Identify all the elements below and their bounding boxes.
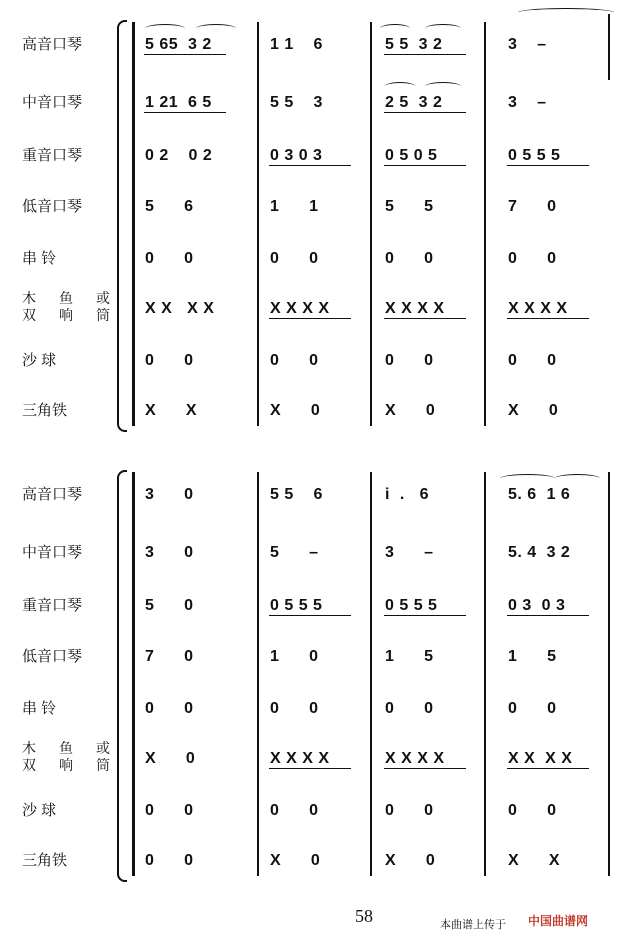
slur-arc	[425, 24, 461, 33]
site-logo: 中国曲谱网	[528, 914, 589, 928]
beat-underline	[269, 318, 351, 319]
measure-cell: 0 0	[270, 802, 319, 819]
score-system-1	[0, 0, 629, 420]
measure-cell: 0 5 0 5	[385, 147, 438, 164]
measure-cell: 1 5	[385, 648, 434, 665]
slur-arc	[425, 82, 461, 91]
beat-underline	[507, 768, 589, 769]
measure-cell: 0 0	[145, 250, 194, 267]
system-bracket	[117, 20, 127, 432]
beat-underline	[507, 615, 589, 616]
instrument-label-line: 双 响 筒	[22, 757, 110, 773]
measure-cell: 5 5 3 2	[385, 36, 443, 53]
measure-cell: 3 0	[145, 486, 194, 503]
measure-cell: 5 –	[270, 544, 319, 561]
measure-cell: 0 5 5 5	[508, 147, 561, 164]
instrument-label: 高音口琴	[22, 36, 83, 53]
measure-cell: 0 0	[385, 700, 434, 717]
measure-cell: 0 0	[270, 352, 319, 369]
instrument-label-line: 木 鱼 或	[22, 740, 110, 756]
page-number: 58	[355, 906, 373, 926]
slur-arc	[385, 82, 415, 91]
instrument-label: 低音口琴	[22, 198, 83, 215]
beat-underline	[384, 318, 466, 319]
measure-cell: 5 5	[385, 198, 434, 215]
measure-cell: 0 3 0 3	[508, 597, 566, 614]
measure-cell: 0 0	[385, 250, 434, 267]
barline	[257, 472, 259, 876]
slur-arc	[380, 24, 410, 33]
upload-note: 本曲谱上传于	[440, 918, 506, 931]
system-start-bar	[132, 22, 135, 426]
instrument-label-line: 木 鱼 或	[22, 290, 110, 306]
instrument-label: 沙 球	[22, 352, 57, 369]
instrument-label: 三角铁	[22, 402, 68, 419]
measure-cell: 0 0	[145, 852, 194, 869]
instrument-label: 重音口琴	[22, 597, 83, 614]
measure-cell: 0 0	[145, 802, 194, 819]
instrument-label: 中音口琴	[22, 94, 83, 111]
measure-cell: 0 5 5 5	[385, 597, 438, 614]
instrument-label: 高音口琴	[22, 486, 83, 503]
beat-underline	[507, 165, 589, 166]
measure-cell: X 0	[270, 852, 321, 869]
measure-cell: X 0	[145, 750, 196, 767]
measure-cell: X 0	[270, 402, 321, 419]
measure-cell: 0 0	[270, 700, 319, 717]
beat-underline	[269, 165, 351, 166]
instrument-label: 三角铁	[22, 852, 68, 869]
measure-cell: X X	[508, 852, 561, 869]
measure-cell: 1 21 6 5	[145, 94, 212, 111]
measure-cell: X X X X	[385, 300, 445, 317]
measure-cell: X 0	[385, 852, 436, 869]
beat-underline	[144, 54, 226, 55]
measure-cell: 5. 4 3 2	[508, 544, 571, 561]
measure-cell: 1 1 6	[270, 36, 323, 53]
measure-cell: 5 6	[145, 198, 194, 215]
measure-cell: 3 –	[385, 544, 434, 561]
measure-cell: 5 5 3	[270, 94, 323, 111]
measure-cell: 0 0	[145, 352, 194, 369]
measure-cell: 5. 6 1 6	[508, 486, 571, 503]
measure-cell: 0 0	[508, 250, 557, 267]
slur-arc	[555, 474, 600, 483]
measure-cell: X X X X	[508, 300, 568, 317]
measure-cell: 0 0	[385, 352, 434, 369]
barline	[257, 22, 259, 426]
measure-cell: X X X X	[270, 300, 330, 317]
tie-arc	[518, 8, 614, 17]
instrument-label	[22, 740, 110, 776]
instrument-label: 中音口琴	[22, 544, 83, 561]
measure-cell: 1 5	[508, 648, 557, 665]
measure-cell: X 0	[508, 402, 559, 419]
score-system-2	[0, 450, 629, 870]
measure-cell: X X	[145, 402, 198, 419]
slur-arc	[196, 24, 236, 33]
beat-underline	[269, 768, 351, 769]
measure-cell: 0 0	[385, 802, 434, 819]
instrument-label: 重音口琴	[22, 147, 83, 164]
measure-cell: 3 –	[508, 36, 547, 53]
measure-cell: 1 1	[270, 198, 319, 215]
beat-underline	[384, 768, 466, 769]
system-bracket	[117, 470, 127, 882]
system-start-bar	[132, 472, 135, 876]
measure-cell: 1 0	[270, 648, 319, 665]
measure-cell: 0 0	[270, 250, 319, 267]
beat-underline	[384, 615, 466, 616]
measure-cell: 0 0	[508, 700, 557, 717]
measure-cell: 0 0	[145, 700, 194, 717]
measure-cell: 0 5 5 5	[270, 597, 323, 614]
measure-cell: 2 5 3 2	[385, 94, 443, 111]
slur-arc	[145, 24, 185, 33]
instrument-label: 串 铃	[22, 700, 57, 717]
measure-cell: X X X X	[145, 300, 215, 317]
measure-cell: X X X X	[508, 750, 573, 767]
beat-underline	[144, 112, 226, 113]
beat-underline	[384, 165, 466, 166]
measure-cell: 5 0	[145, 597, 194, 614]
instrument-label-line: 双 响 筒	[22, 307, 110, 323]
measure-cell: 0 2 0 2	[145, 147, 213, 164]
measure-cell: X X X X	[270, 750, 330, 767]
measure-cell: 5 65 3 2	[145, 36, 212, 53]
measure-cell: 7 0	[508, 198, 557, 215]
measure-cell: 7 0	[145, 648, 194, 665]
measure-cell: X 0	[385, 402, 436, 419]
instrument-label: 串 铃	[22, 250, 57, 267]
measure-cell: 0 3 0 3	[270, 147, 323, 164]
beat-underline	[384, 54, 466, 55]
instrument-label: 低音口琴	[22, 648, 83, 665]
instrument-label	[22, 290, 110, 326]
beat-underline	[269, 615, 351, 616]
instrument-label: 沙 球	[22, 802, 57, 819]
measure-cell: X X X X	[385, 750, 445, 767]
beat-underline	[507, 318, 589, 319]
slur-arc	[500, 474, 555, 483]
measure-cell: 3 –	[508, 94, 547, 111]
measure-cell: 0 0	[508, 352, 557, 369]
measure-cell: 0 0	[508, 802, 557, 819]
beat-underline	[384, 112, 466, 113]
measure-cell: 3 0	[145, 544, 194, 561]
measure-cell: 5 5 6	[270, 486, 323, 503]
measure-cell: i . 6	[385, 486, 430, 503]
